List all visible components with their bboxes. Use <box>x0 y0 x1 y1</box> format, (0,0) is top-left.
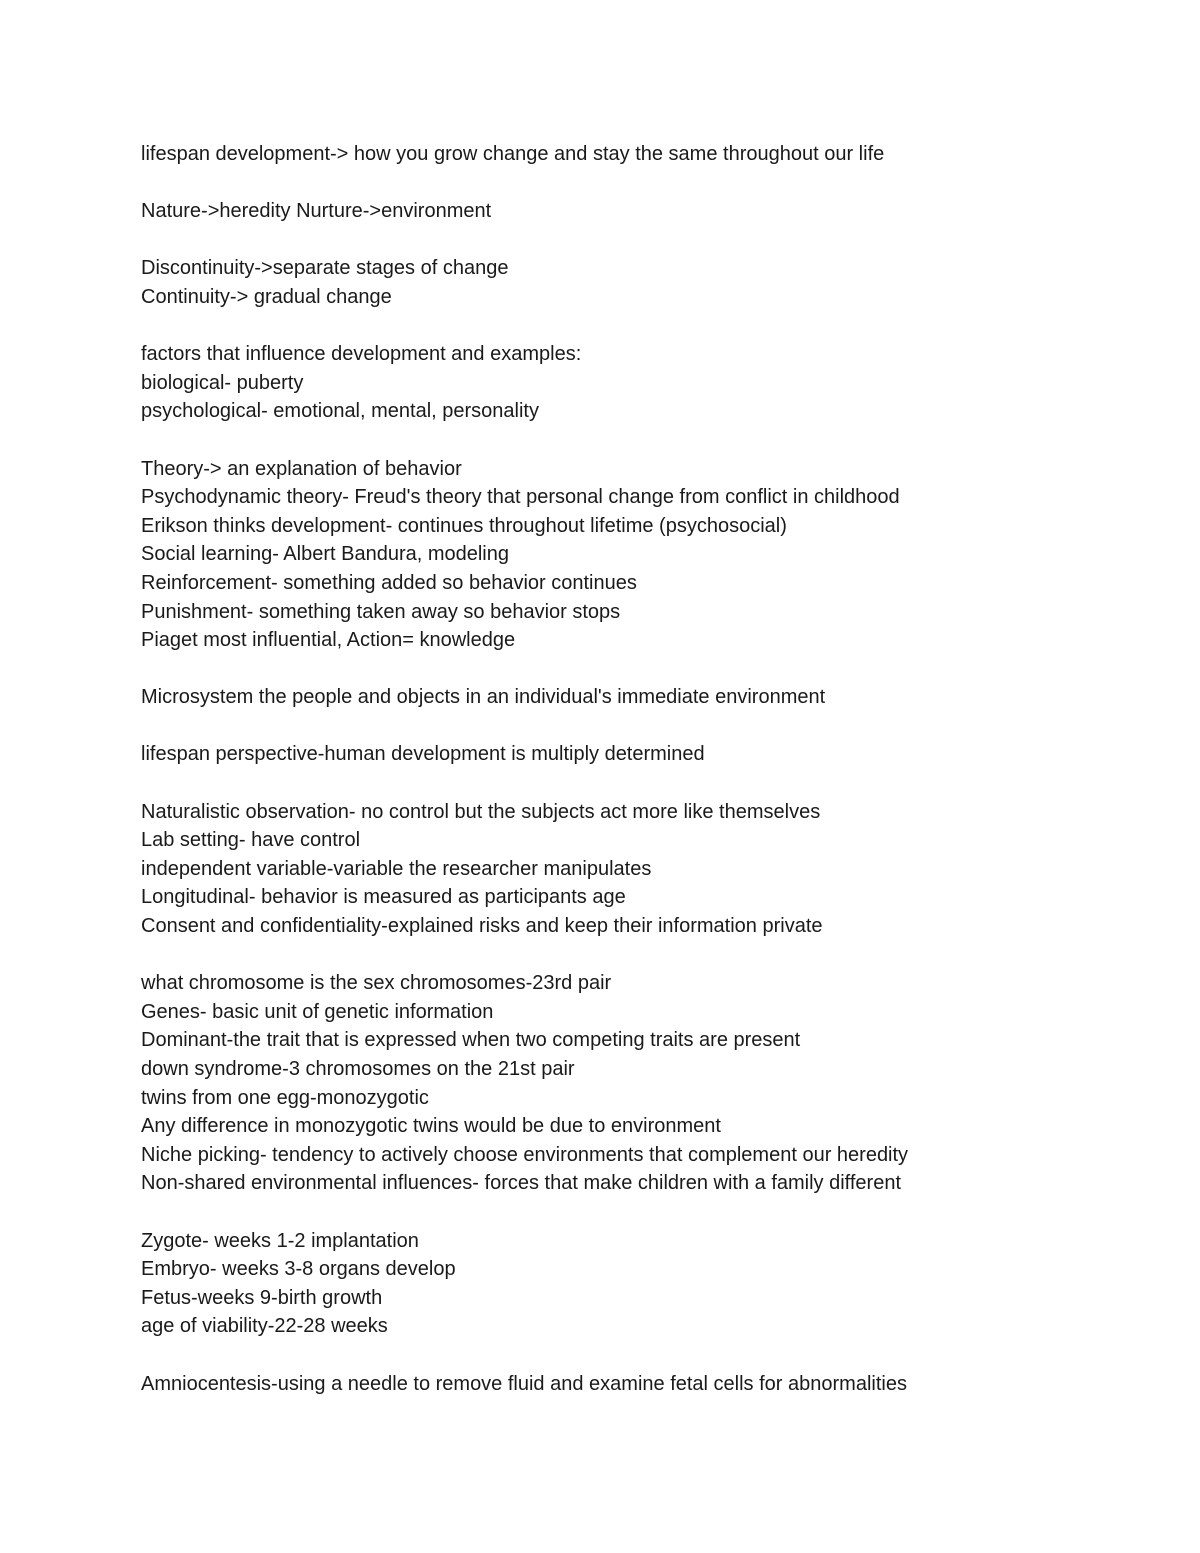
text-line: Discontinuity->separate stages of change <box>141 257 509 280</box>
text-line: Lab setting- have control <box>141 829 361 852</box>
paragraph-amniocentesis <box>141 1370 1161 1399</box>
text-line: independent variable-variable the researcher manipulates <box>141 857 652 880</box>
text-line: down syndrome-3 chromosomes on the 21st pair <box>141 1058 575 1080</box>
text-line: Nature->heredity Nurture->environment <box>141 200 492 223</box>
text-line: Any difference in monozygotic twins would be due to environment <box>141 1115 721 1138</box>
text-line: Non-shared environmental influences- forces that make children with a family different <box>141 1172 901 1195</box>
text-line: twins from one egg-monozygotic <box>141 1086 429 1109</box>
text-line: lifespan perspective-human development is multiply determined <box>141 743 705 766</box>
text-line: Punishment- something taken away so behavior stops <box>141 600 621 623</box>
text-line: Amniocentesis-using a needle to remove fluid and examine fetal cells for abnormalities <box>141 1372 907 1395</box>
paragraph-research-methods <box>141 798 1161 941</box>
paragraph-lifespan-definition <box>141 140 1161 169</box>
paragraph-continuity <box>141 254 1161 311</box>
paragraph-nature-nurture <box>141 197 1161 226</box>
text-line: Erikson thinks development- continues throughout lifetime (psychosocial) <box>141 514 787 537</box>
text-line: what chromosome is the sex chromosomes-23rd pair <box>141 972 612 995</box>
paragraph-lifespan-perspective <box>141 740 1161 769</box>
paragraph-microsystem <box>141 683 1161 712</box>
text-line: Fetus-weeks 9-birth growth <box>141 1286 383 1309</box>
paragraph-theories <box>141 455 1161 655</box>
document-body <box>141 140 1161 1427</box>
text-line: Consent and confidentiality-explained risks and keep their information private <box>141 915 823 938</box>
text-line: Piaget most influential, Action= knowledge <box>141 629 516 652</box>
text-line: lifespan development-> how you grow change and stay the same throughout our life <box>141 143 885 165</box>
text-line: Zygote- weeks 1-2 implantation <box>141 1229 419 1252</box>
paragraph-genetics <box>141 969 1161 1198</box>
text-line: Reinforcement- something added so behavior continues <box>141 571 637 594</box>
text-line: Genes- basic unit of genetic information <box>141 1000 494 1023</box>
text-line: Longitudinal- behavior is measured as participants age <box>141 886 626 909</box>
paragraph-prenatal-stages <box>141 1227 1161 1341</box>
text-line: Continuity-> gradual change <box>141 285 392 308</box>
text-line: Dominant-the trait that is expressed when two competing traits are present <box>141 1029 801 1052</box>
paragraph-influence-factors <box>141 340 1161 426</box>
text-line: Social learning- Albert Bandura, modeling <box>141 543 509 566</box>
text-line: Theory-> an explanation of behavior <box>141 457 462 480</box>
text-line: Niche picking- tendency to actively choose environments that complement our heredity <box>141 1143 909 1166</box>
text-line: Psychodynamic theory- Freud's theory that personal change from conflict in childhood <box>141 486 900 509</box>
text-line: Naturalistic observation- no control but the subjects act more like themselves <box>141 800 821 823</box>
text-line: factors that influence development and examples: <box>141 343 582 366</box>
text-line: age of viability-22-28 weeks <box>141 1315 388 1338</box>
text-line: psychological- emotional, mental, personality <box>141 400 539 423</box>
text-line: Microsystem the people and objects in an individual's immediate environment <box>141 686 826 709</box>
text-line: biological- puberty <box>141 371 304 394</box>
text-line: Embryo- weeks 3-8 organs develop <box>141 1258 456 1281</box>
